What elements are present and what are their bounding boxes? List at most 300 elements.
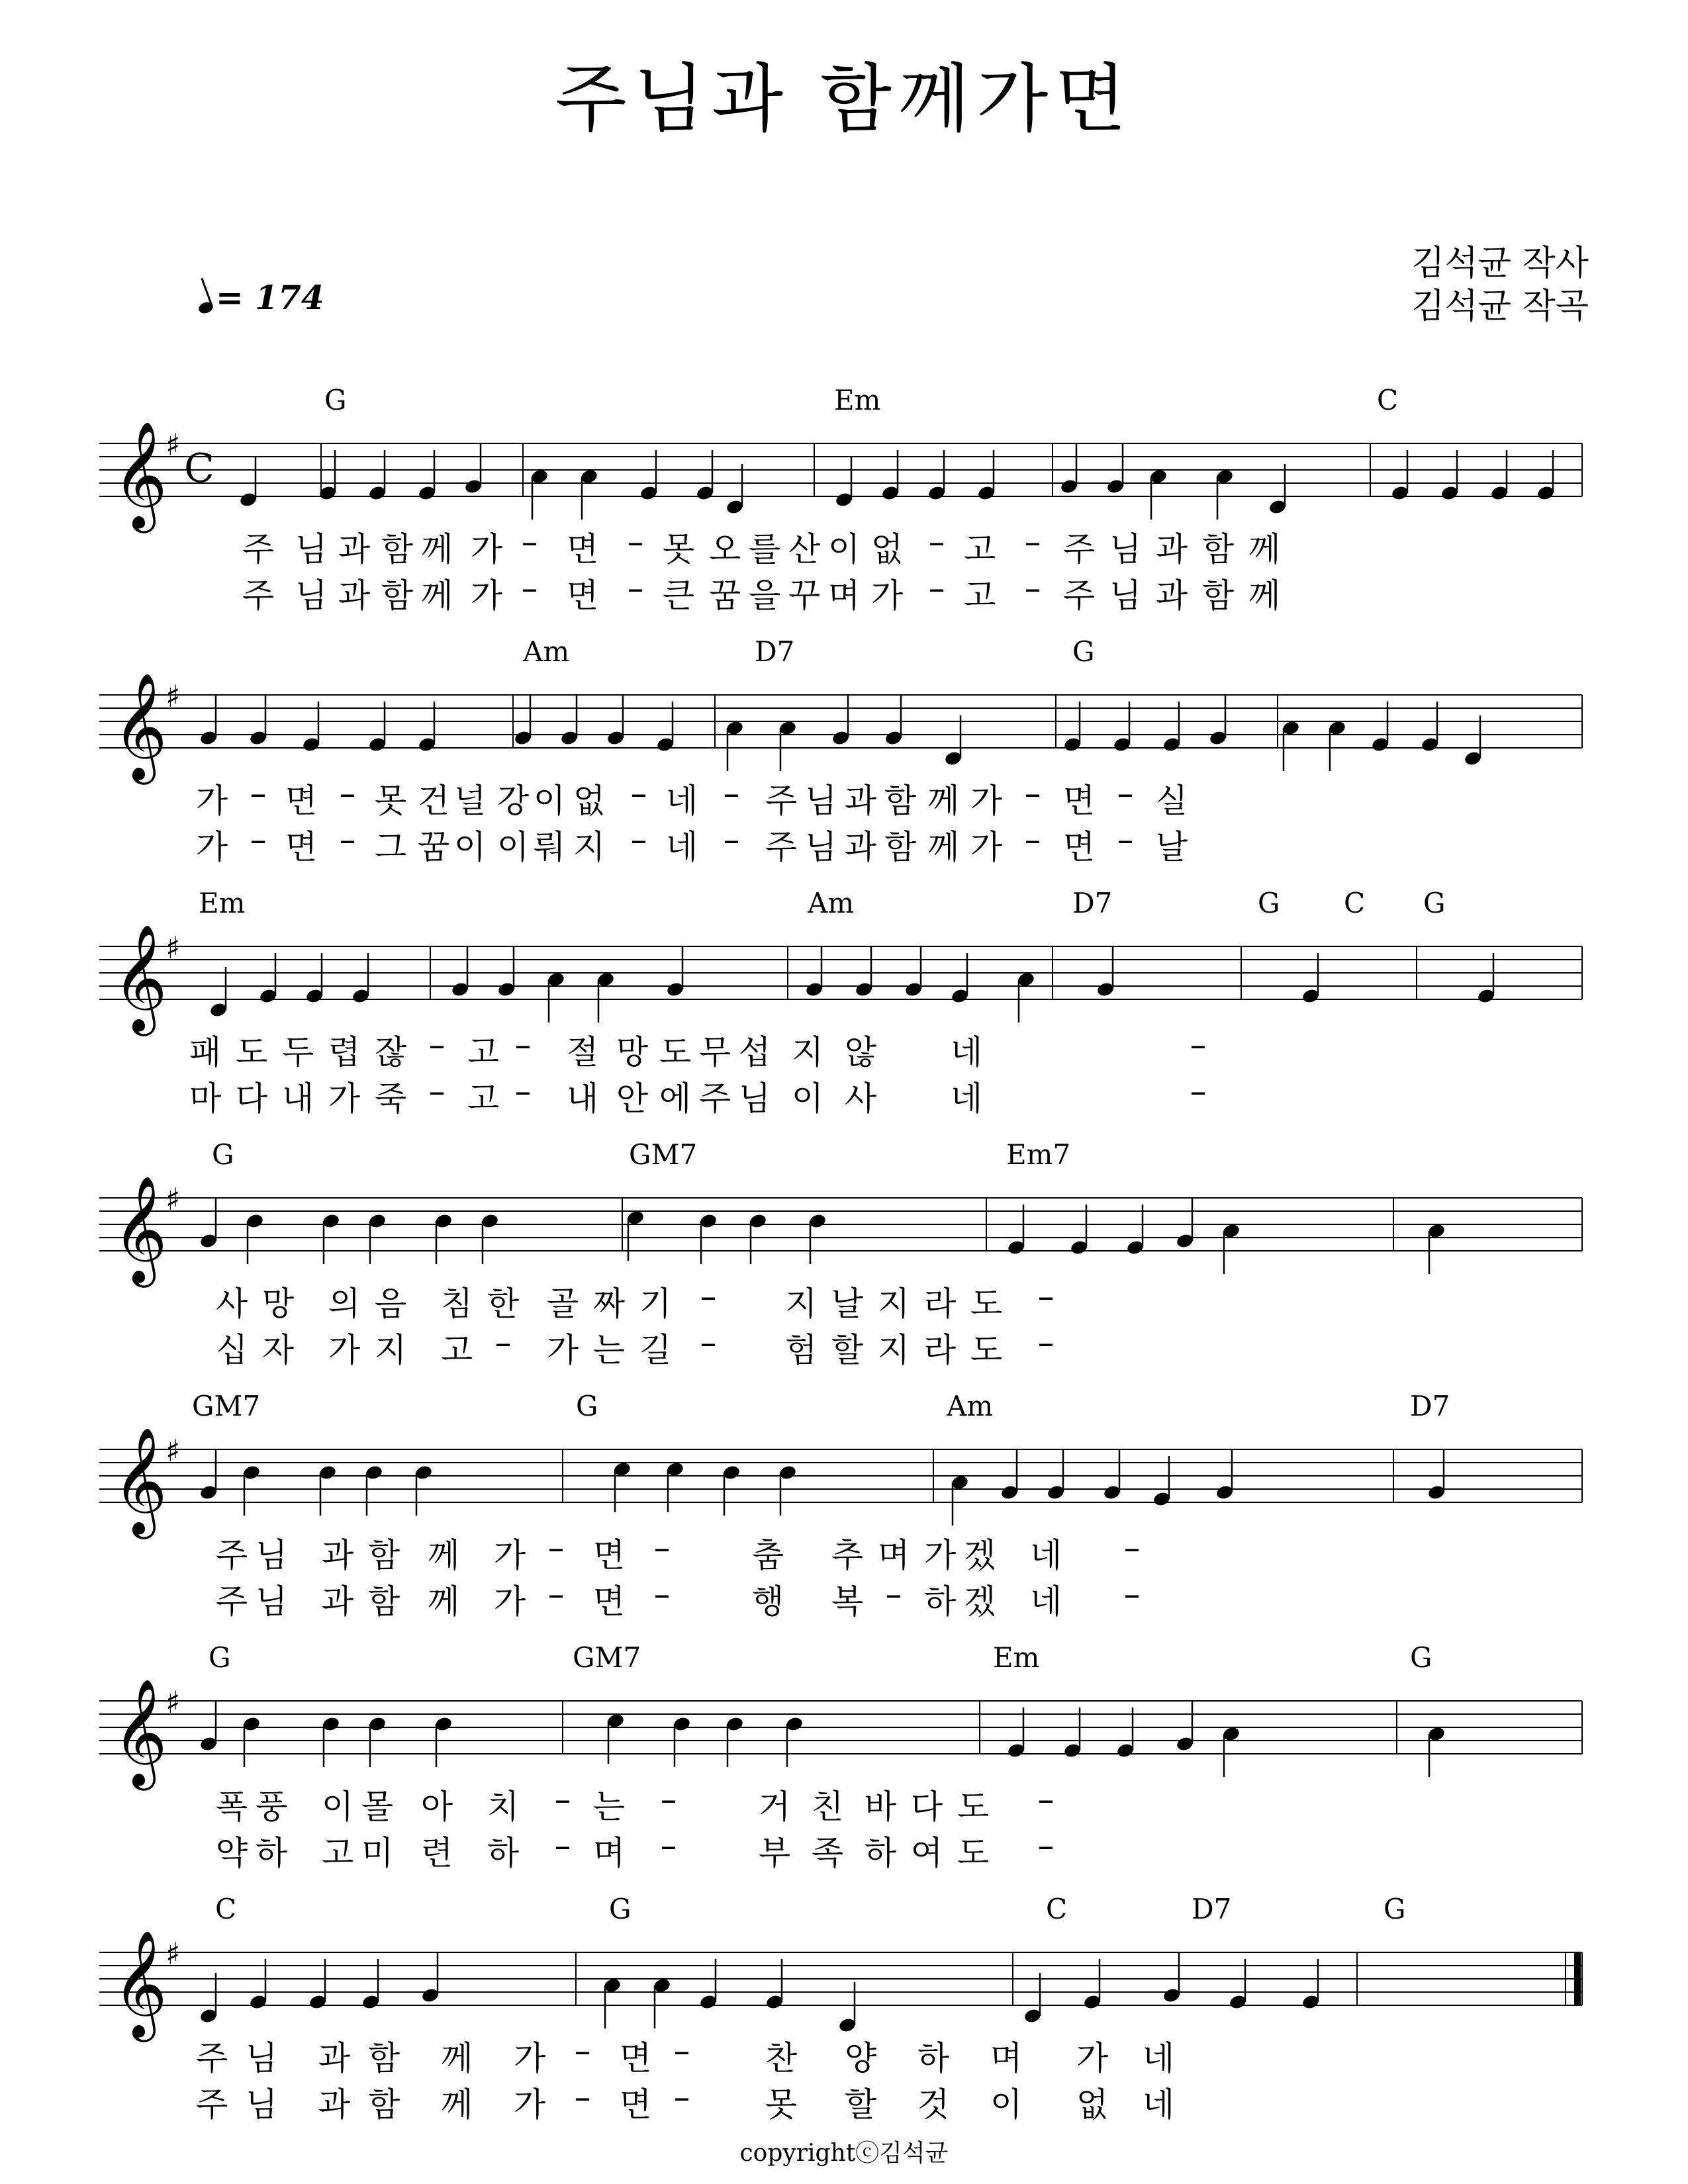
- lyric-verse1-syllable: 널: [453, 782, 487, 820]
- lyric-verse1-syllable: 패: [189, 1033, 222, 1071]
- note: [606, 1712, 626, 1764]
- lyric-verse2-syllable: 가: [493, 1582, 526, 1621]
- lyric-verse1-syllable: 면: [1062, 782, 1096, 820]
- note: [639, 450, 659, 502]
- lyric-verse2-syllable: 지: [374, 1331, 407, 1369]
- treble-clef-icon: 𝄞: [113, 1678, 167, 1786]
- staff-5: [99, 1390, 1582, 1535]
- note: [514, 695, 533, 747]
- note: [1391, 450, 1410, 502]
- note: [613, 1461, 632, 1512]
- lyric-verse2-syllable: 면: [619, 2085, 652, 2124]
- lyric-verse2-syllable: 내: [566, 1079, 599, 1118]
- lyric-verse2-syllable: 꿈: [417, 828, 450, 866]
- note: [418, 450, 437, 502]
- note: [904, 946, 923, 998]
- lyric-verse2-syllable: 함: [884, 828, 917, 866]
- lyric-verse2-syllable: 께: [427, 1582, 460, 1621]
- lyric-verse2-syllable: 면: [285, 828, 318, 866]
- lyric-verse1-syllable: 도: [235, 1033, 268, 1071]
- treble-clef-icon: 𝄞: [113, 1427, 167, 1535]
- lyric-verse2-syllable: 네: [665, 828, 698, 866]
- lyric-verse1-syllable: 를: [748, 530, 781, 569]
- chord-symbol: C: [1046, 1893, 1068, 1925]
- lyric-verse1-syllable: 오: [708, 530, 741, 569]
- lyric-verse1-syllable: 망: [261, 1285, 295, 1323]
- chord-symbol: G: [324, 384, 347, 416]
- chord-symbol: GM7: [192, 1390, 261, 1422]
- lyric-verse1-syllable: 과: [318, 2039, 351, 2077]
- lyric-verse1-syllable: 렵: [328, 1033, 361, 1071]
- note: [305, 953, 324, 1005]
- lyric-verse2-syllable: –: [1123, 1575, 1141, 1614]
- lyric-verse2-syllable: 못: [765, 2085, 798, 2124]
- lyric-verse1-syllable: 님: [245, 2039, 278, 2077]
- chord-symbol: G: [212, 1138, 234, 1171]
- staff-4: [99, 1138, 1582, 1284]
- lyric-verse2-syllable: 면: [592, 1582, 626, 1621]
- lyric-verse2-syllable: 께: [1248, 576, 1281, 615]
- staff-system-4: [99, 1138, 1582, 1377]
- tempo-value: = 174: [216, 278, 324, 317]
- lyric-verse1-syllable: –: [660, 1780, 677, 1819]
- lyric-verse2-syllable: 며: [592, 1834, 626, 1872]
- lyric-verse1-syllable: 실: [1155, 782, 1188, 820]
- note: [1000, 1449, 1019, 1501]
- lyric-verse1-syllable: 못: [662, 530, 695, 569]
- note: [239, 457, 258, 508]
- lyric-verse2-syllable: –: [514, 1072, 532, 1111]
- note: [1421, 702, 1440, 753]
- lyric-verse2-syllable: 하: [923, 1582, 957, 1621]
- lyric-verse1-syllable: –: [1024, 774, 1041, 813]
- note: [418, 702, 437, 753]
- lyric-verse1-syllable: 함: [367, 2039, 400, 2077]
- lyric-verse2-syllable: 을: [748, 576, 781, 615]
- note: [242, 1715, 261, 1767]
- lyric-verse1-syllable: –: [250, 774, 267, 813]
- lyric-verse2-syllable: 고: [963, 576, 996, 615]
- lyric-verse2-syllable: 네: [1029, 1582, 1062, 1621]
- lyric-verse2-syllable: –: [1037, 1324, 1055, 1362]
- lyric-verse2-syllable: 고: [467, 1079, 500, 1118]
- lyric-verse2-syllable: 것: [917, 2085, 950, 2124]
- note: [361, 1959, 381, 2011]
- lyric-verse1-syllable: –: [554, 1780, 571, 1819]
- lyric-verse2-syllable: –: [1037, 1827, 1055, 1865]
- lyric-verse1-syllable: 망: [616, 1033, 649, 1071]
- lyric-verse2-syllable: 죽: [374, 1079, 407, 1118]
- note: [653, 1977, 672, 2028]
- lyric-verse2-syllable: 주: [215, 1582, 248, 1621]
- lyric-verse2-syllable: 과: [1155, 576, 1188, 615]
- lyric-verse2-syllable: 큰: [662, 576, 695, 615]
- lyric-verse2-syllable: 께: [440, 2085, 473, 2124]
- note: [1007, 1707, 1026, 1759]
- note: [765, 1959, 784, 2011]
- note: [1162, 1952, 1182, 2004]
- note: [1328, 719, 1347, 771]
- note: [696, 450, 715, 502]
- lyric-verse1-syllable: 절: [566, 1033, 599, 1071]
- chord-symbol: G: [1423, 887, 1446, 919]
- note: [881, 450, 900, 502]
- note: [1126, 1205, 1145, 1256]
- lyric-verse1-syllable: 며: [877, 1536, 910, 1574]
- lyric-verse1-syllable: 가: [493, 1536, 526, 1574]
- staff-system-2: [99, 635, 1582, 874]
- note: [1017, 971, 1036, 1023]
- note: [421, 1952, 440, 2004]
- lyric-verse1-syllable: 면: [592, 1536, 626, 1574]
- note: [805, 946, 824, 998]
- composer-credit: 김석균 작곡: [1411, 287, 1589, 326]
- lyric-verse2-syllable: 함: [367, 1582, 400, 1621]
- lyric-verse1-syllable: 라: [923, 1285, 957, 1323]
- lyric-verse1-syllable: 두: [281, 1033, 314, 1071]
- treble-clef-icon: 𝄞: [113, 1930, 167, 2038]
- lyric-verse2-syllable: 꾸: [788, 576, 821, 615]
- note: [368, 1715, 387, 1767]
- lyric-verse1-syllable: 네: [1029, 1536, 1062, 1574]
- lyric-verse2-syllable: 십: [215, 1331, 248, 1369]
- note: [951, 953, 970, 1005]
- chord-symbol: C: [1377, 384, 1399, 416]
- lyric-verse1-syllable: 네: [1142, 2039, 1175, 2077]
- lyric-verse2-syllable: 주: [1062, 576, 1096, 615]
- lyric-verse2-syllable: –: [521, 569, 538, 608]
- note: [1301, 953, 1321, 1005]
- lyric-verse2-syllable: 가: [970, 828, 1003, 866]
- lyric-verse1-syllable: –: [1037, 1277, 1055, 1316]
- lyric-verse1-syllable: 도: [970, 1285, 1003, 1323]
- lyric-verse1-syllable: –: [630, 774, 647, 813]
- note: [606, 695, 626, 747]
- note: [1070, 1205, 1089, 1256]
- lyric-verse1-syllable: 친: [811, 1788, 844, 1826]
- lyric-verse2-syllable: 께: [420, 576, 453, 615]
- treble-clef-icon: 𝄞: [113, 924, 167, 1032]
- lyric-verse1-syllable: 다: [910, 1788, 943, 1826]
- lyric-verse1-syllable: 추: [831, 1536, 864, 1574]
- lyric-verse2-syllable: –: [1190, 1072, 1207, 1111]
- note: [368, 1212, 387, 1264]
- lyric-verse2-syllable: 그: [374, 828, 407, 866]
- lyric-verse1-syllable: 양: [844, 2039, 877, 2077]
- note: [481, 1212, 500, 1264]
- note: [414, 1464, 434, 1516]
- lyric-verse1-syllable: 님: [295, 530, 328, 569]
- chord-symbol: Am: [808, 887, 855, 919]
- lyric-verse1-syllable: 과: [321, 1536, 354, 1574]
- note: [259, 953, 278, 1005]
- lyric-verse2-syllable: 함: [367, 2085, 400, 2124]
- note: [434, 1715, 453, 1767]
- key-signature-sharp-icon: ♯: [165, 1684, 181, 1720]
- staff-2: [99, 635, 1582, 781]
- note: [1490, 450, 1509, 502]
- lyric-verse1-syllable: 건: [417, 782, 450, 820]
- note: [596, 971, 616, 1023]
- lyric-verse1-syllable: 주: [195, 2039, 228, 2077]
- lyric-verse1-syllable: 않: [844, 1033, 877, 1071]
- lyric-verse1-syllable: –: [1190, 1026, 1207, 1064]
- lyric-verse2-syllable: –: [673, 2078, 690, 2116]
- staff-6: [99, 1641, 1582, 1787]
- lyric-verse2-syllable: 며: [827, 576, 861, 615]
- lyric-verse1-syllable: 못: [374, 782, 407, 820]
- lyric-verse2-syllable: 님: [295, 576, 328, 615]
- lyric-verse2-syllable: –: [339, 821, 356, 859]
- chord-symbol: Em: [834, 384, 881, 416]
- lyric-verse1-syllable: 잖: [374, 1033, 407, 1071]
- lyric-verse1-syllable: 가: [970, 782, 1003, 820]
- chord-symbol: Am: [523, 635, 570, 668]
- lyric-verse2-syllable: 하: [864, 1834, 897, 1872]
- key-signature-sharp-icon: ♯: [165, 1936, 181, 1972]
- note: [322, 1212, 341, 1264]
- chord-symbol: GM7: [573, 1641, 641, 1674]
- lyric-verse1-syllable: 네: [950, 1033, 983, 1071]
- lyric-verse1-syllable: –: [339, 774, 356, 813]
- lyric-verse1-syllable: 풍: [255, 1788, 288, 1826]
- lyric-verse2-syllable: 주: [698, 1079, 731, 1118]
- note: [249, 695, 268, 747]
- lyric-verse1-syllable: 함: [367, 1536, 400, 1574]
- lyric-verse2-syllable: –: [494, 1324, 512, 1362]
- song-title: 주님과 함께가면: [555, 56, 1133, 142]
- lyric-verse2-syllable: 할: [831, 1331, 864, 1369]
- lyric-verse2-syllable: –: [250, 821, 267, 859]
- lyric-verse1-syllable: 이: [321, 1788, 354, 1826]
- lyric-verse1-syllable: –: [1024, 523, 1041, 561]
- note: [246, 1212, 265, 1264]
- lyric-verse1-syllable: 께: [420, 530, 453, 569]
- staff-system-3: [99, 887, 1582, 1125]
- note: [808, 1212, 827, 1264]
- note: [699, 1959, 718, 2011]
- lyric-verse1-syllable: 면: [285, 782, 318, 820]
- lyric-verse2-syllable: 내: [281, 1079, 314, 1118]
- lyric-verse1-syllable: –: [627, 523, 644, 561]
- lyric-verse2-syllable: 행: [751, 1582, 784, 1621]
- note: [199, 1449, 218, 1501]
- lyric-verse1-syllable: 께: [927, 782, 960, 820]
- note: [1176, 1701, 1195, 1752]
- lyric-verse1-syllable: 하: [917, 2039, 950, 2077]
- lyric-verse2-syllable: –: [1117, 821, 1134, 859]
- lyric-verse2-syllable: 련: [420, 1834, 453, 1872]
- lyric-verse1-syllable: –: [574, 2032, 591, 2070]
- chord-symbol: Am: [947, 1390, 994, 1422]
- lyric-verse2-syllable: 주: [765, 828, 798, 866]
- lyric-verse1-syllable: 과: [1155, 530, 1188, 569]
- lyric-verse1-syllable: 이: [533, 782, 566, 820]
- chord-symbol: C: [1344, 887, 1366, 919]
- note: [1215, 468, 1235, 520]
- lyric-verse1-syllable: 겠: [963, 1536, 996, 1574]
- note: [1152, 1456, 1172, 1508]
- lyric-verse1-syllable: 지: [791, 1033, 824, 1071]
- treble-clef-icon: 𝄞: [113, 421, 167, 529]
- lyric-verse2-syllable: 는: [592, 1331, 626, 1369]
- lyric-verse2-syllable: 가: [328, 1331, 361, 1369]
- note: [1222, 1725, 1241, 1777]
- note: [434, 1212, 453, 1264]
- lyric-verse2-syllable: 과: [321, 1582, 354, 1621]
- note: [199, 1198, 218, 1250]
- chord-symbol: G: [1072, 635, 1095, 668]
- lyric-verse2-syllable: –: [928, 569, 945, 608]
- lyric-verse2-syllable: 도: [970, 1331, 1003, 1369]
- staff-system-5: [99, 1390, 1582, 1628]
- lyric-verse2-syllable: 미: [361, 1834, 394, 1872]
- note: [1103, 1449, 1122, 1501]
- note: [209, 967, 228, 1019]
- note: [1282, 719, 1301, 771]
- lyric-verse2-syllable: 고: [321, 1834, 354, 1872]
- key-signature-sharp-icon: ♯: [165, 1181, 181, 1217]
- lyric-verse2-syllable: 님: [1109, 576, 1142, 615]
- note: [927, 450, 947, 502]
- note: [726, 1715, 745, 1767]
- note: [831, 695, 851, 747]
- lyric-verse1-syllable: 춤: [751, 1536, 784, 1574]
- lyric-verse2-syllable: 과: [844, 828, 877, 866]
- lyric-verse1-syllable: –: [673, 2032, 690, 2070]
- chord-symbol: G: [1383, 1893, 1406, 1925]
- lyric-verse1-syllable: 도: [957, 1788, 990, 1826]
- note: [603, 1977, 622, 2028]
- final-barline: [1574, 1952, 1581, 2005]
- note: [884, 695, 904, 747]
- lyric-verse1-syllable: 찬: [765, 2039, 798, 2077]
- note: [1215, 1449, 1235, 1501]
- time-signature: C: [184, 445, 214, 492]
- lyric-verse1-syllable: 과: [338, 530, 371, 569]
- note: [1113, 702, 1132, 753]
- lyric-verse1-syllable: 지: [784, 1285, 818, 1323]
- note: [352, 953, 371, 1005]
- lyric-verse2-syllable: 가: [470, 576, 503, 615]
- lyric-verse1-syllable: 기: [639, 1285, 672, 1323]
- lyric-verse1-syllable: –: [1123, 1529, 1141, 1567]
- lyric-verse1-syllable: 주: [215, 1536, 248, 1574]
- note: [497, 946, 516, 998]
- note: [249, 1959, 268, 2011]
- lyric-verse1-syllable: 께: [427, 1536, 460, 1574]
- lyric-verse2-syllable: 주: [242, 576, 275, 615]
- chord-symbol: Em: [993, 1641, 1040, 1674]
- note: [580, 468, 599, 520]
- lyric-verse2-syllable: 복: [831, 1582, 864, 1621]
- note: [1063, 1707, 1082, 1759]
- lyric-verse1-syllable: 가: [1076, 2039, 1109, 2077]
- lyric-verse1-syllable: 치: [487, 1788, 520, 1826]
- chord-symbol: G: [576, 1390, 598, 1422]
- lyric-verse1-syllable: 거: [758, 1788, 791, 1826]
- note: [368, 702, 387, 753]
- note: [308, 1959, 328, 2011]
- note: [778, 719, 798, 771]
- lyric-verse2-syllable: 님: [804, 828, 837, 866]
- chord-symbol: G: [1410, 1641, 1432, 1674]
- note: [944, 715, 963, 767]
- note: [977, 450, 996, 502]
- key-signature-sharp-icon: ♯: [165, 427, 181, 463]
- lyric-verse2-syllable: 안: [616, 1079, 649, 1118]
- note: [778, 1464, 798, 1516]
- lyric-verse1-syllable: 면: [566, 530, 599, 569]
- lyric-verse2-syllable: 이: [453, 828, 487, 866]
- lyric-verse1-syllable: 가: [195, 782, 228, 820]
- lyric-verse2-syllable: 뤄: [533, 828, 566, 866]
- lyric-verse1-syllable: 주: [242, 530, 275, 569]
- lyric-verse1-syllable: 님: [255, 1536, 288, 1574]
- note: [1209, 695, 1228, 747]
- lyric-verse1-syllable: 고: [467, 1033, 500, 1071]
- lyric-verse2-syllable: –: [885, 1575, 902, 1614]
- note: [1427, 1725, 1446, 1777]
- note: [838, 1982, 857, 2034]
- key-signature-sharp-icon: ♯: [165, 678, 181, 714]
- lyric-verse2-syllable: 네: [1142, 2085, 1175, 2124]
- lyric-verse2-syllable: 사: [844, 1079, 877, 1118]
- note: [666, 1461, 685, 1512]
- staff-system-1: [99, 384, 1582, 622]
- lyric-verse2-syllable: 고: [440, 1331, 473, 1369]
- note: [1116, 1707, 1135, 1759]
- note: [451, 946, 470, 998]
- chord-symbol: D7: [1072, 887, 1113, 919]
- lyric-verse1-syllable: 침: [440, 1285, 473, 1323]
- note: [199, 1701, 218, 1752]
- lyric-verse2-syllable: 약: [215, 1834, 248, 1872]
- lyric-verse2-syllable: 길: [639, 1331, 672, 1369]
- chord-symbol: G: [209, 1641, 231, 1674]
- lyric-verse2-syllable: 이: [496, 828, 530, 866]
- lyric-verse1-syllable: 폭: [215, 1788, 248, 1826]
- lyricist-credit: 김석균 작사: [1411, 244, 1589, 283]
- staff-system-7: [99, 1893, 1582, 2131]
- chord-symbol: GM7: [629, 1138, 698, 1171]
- note: [242, 1464, 261, 1516]
- note: [547, 971, 566, 1023]
- note: [1096, 946, 1115, 998]
- lyric-verse2-syllable: 도: [957, 1834, 990, 1872]
- lyric-verse2-syllable: –: [574, 2078, 591, 2116]
- lyric-verse1-syllable: 함: [381, 530, 414, 569]
- chord-symbol: Em: [199, 887, 246, 919]
- lyric-verse1-syllable: 무: [698, 1033, 731, 1071]
- lyric-verse2-syllable: 이: [990, 2085, 1023, 2124]
- lyric-verse2-syllable: –: [723, 821, 740, 859]
- lyric-verse1-syllable: 없: [870, 530, 904, 569]
- treble-clef-icon: 𝄞: [113, 1175, 167, 1283]
- lyric-verse2-syllable: 님: [255, 1582, 288, 1621]
- lyric-verse2-syllable: 에: [659, 1079, 692, 1118]
- note: [464, 443, 483, 495]
- note: [1047, 1449, 1066, 1501]
- note: [560, 695, 579, 747]
- chord-symbol: G: [1258, 887, 1280, 919]
- tempo-marking: [199, 278, 324, 317]
- note: [1536, 450, 1556, 502]
- note: [1477, 953, 1496, 1005]
- lyric-verse1-syllable: –: [700, 1277, 717, 1316]
- note: [1176, 1198, 1195, 1250]
- chord-symbol: D7: [755, 635, 795, 668]
